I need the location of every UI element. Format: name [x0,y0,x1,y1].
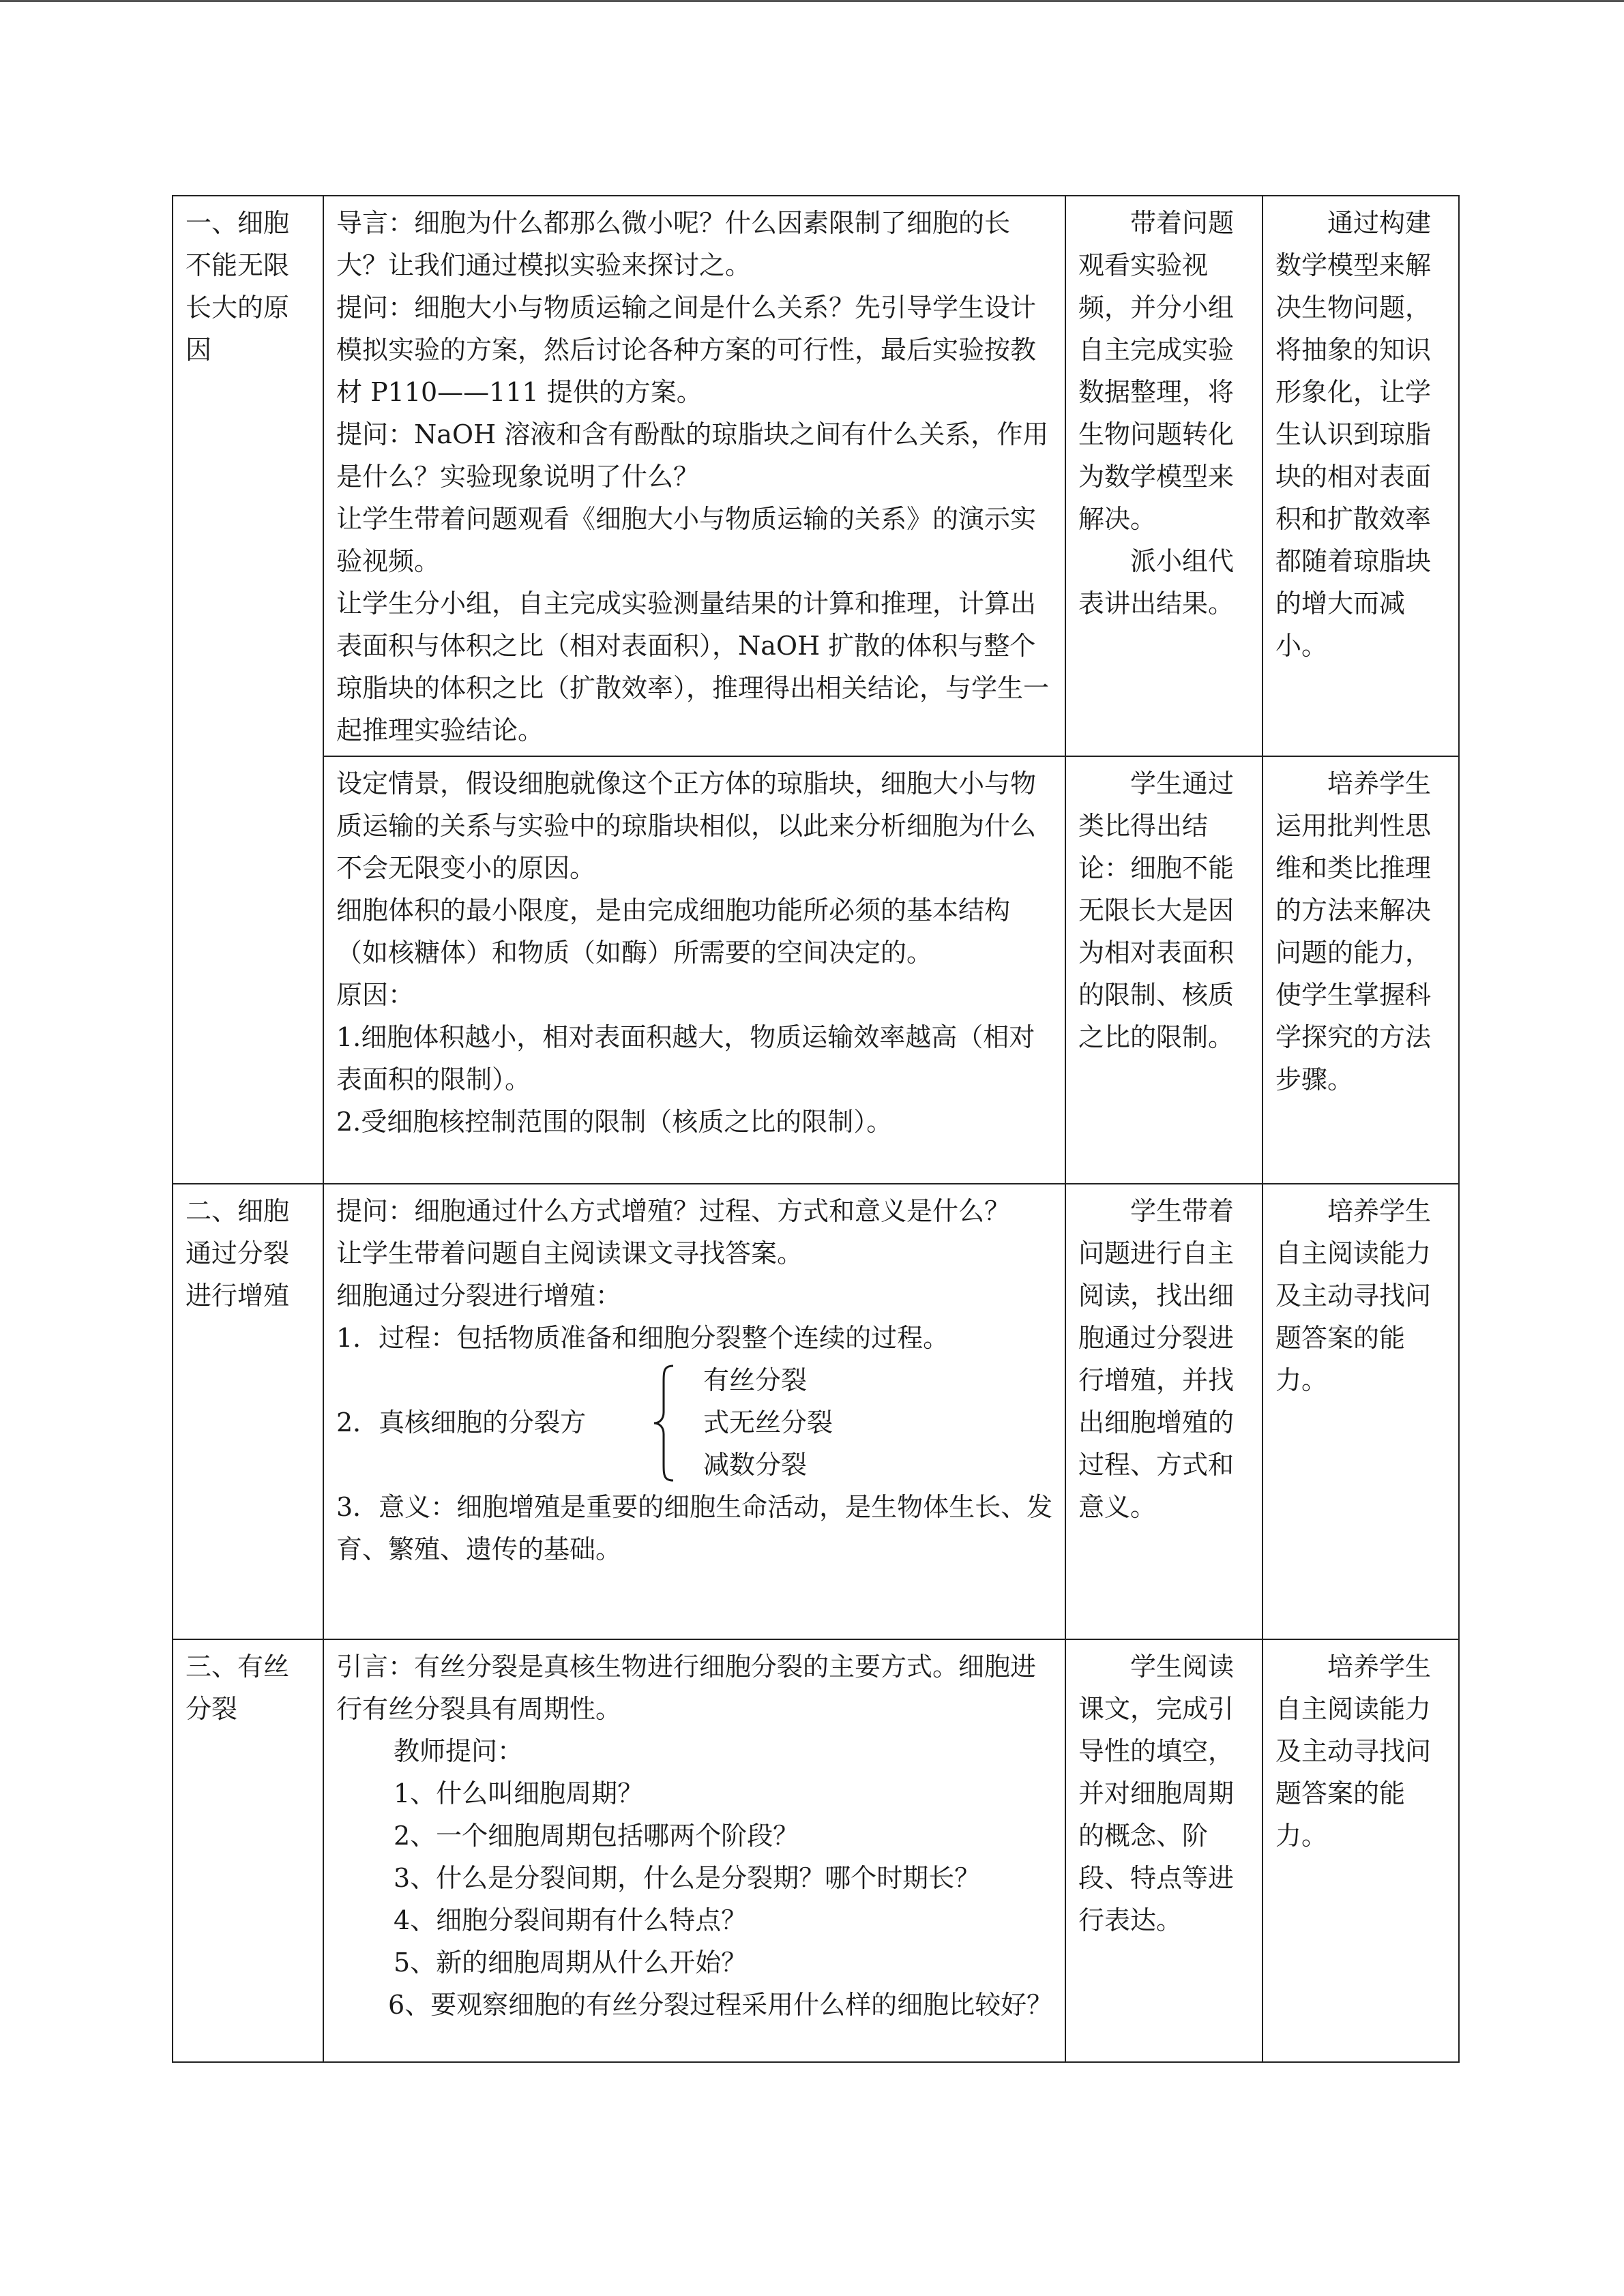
curly-brace-icon [650,1363,677,1483]
table-row [173,1184,1459,1639]
student-activity-cell [1065,1184,1263,1639]
design-purpose-cell [1263,756,1459,1184]
design-purpose-cell [1263,196,1459,756]
design-purpose-cell [1263,1639,1459,2062]
section-title-cell [173,196,323,1184]
page-top-border [0,0,1624,2]
design-purpose-text: 通过构建数学模型来解决生物问题，将抽象的知识形象化，让学生认识到琼脂块的相对表面积和扩散效率都随着琼脂块的增大而减小。 [1275,208,1432,661]
student-activity-text: 带着问题观看实验视频，并分小组自主完成实验数据整理，将生物问题转化为数学模型来解决。 [1078,208,1235,534]
content-paragraph: 提问：细胞大小与物质运输之间是什么关系？先引导学生设计模拟实验的方案，然后讨论各种方案的可行性，最后实验按教材 P110——111 提供的方案。 [336,293,1037,407]
teaching-content-cell [323,196,1065,756]
content-paragraph: 原因： [336,980,415,1010]
section-title: 一、细胞不能无限长大的原因 [186,208,290,365]
content-paragraph: 3．意义：细胞增殖是重要的细胞生命活动，是生物体生长、发育、繁殖、遗传的基础。 [336,1492,1053,1564]
brace-item: 式无丝分裂 [703,1407,833,1437]
content-paragraph: 1．过程：包括物质准备和细胞分裂整个连续的过程。 [336,1323,949,1353]
content-paragraph: 引言：有丝分裂是真核生物进行细胞分裂的主要方式。细胞进行有丝分裂具有周期性。 [336,1652,1037,1724]
teaching-content-cell [323,756,1065,1184]
content-paragraph: 2.受细胞核控制范围的限制（核质之比的限制）。 [336,1107,893,1137]
content-paragraph: 提问：NaOH 溶液和含有酚酞的琼脂块之间有什么关系，作用是什么？实验现象说明了什么？ [336,419,1049,492]
teacher-question: 6、要观察细胞的有丝分裂过程采用什么样的细胞比较好？ [388,1990,1053,2020]
teaching-content-cell [323,1639,1065,2062]
teacher-question: 5、新的细胞周期从什么开始？ [394,1948,748,1978]
student-activity-text: 学生带着问题进行自主阅读，找出细胞通过分裂进行增殖，并找出细胞增殖的过程、方式和意义。 [1078,1196,1235,1522]
teacher-question-label: 教师提问： [394,1736,524,1766]
content-paragraph: 让学生带着问题观看《细胞大小与物质运输的关系》的演示实验视频。 [336,504,1037,576]
teacher-question: 1、什么叫细胞周期？ [394,1778,644,1808]
section-title: 三、有丝分裂 [186,1652,290,1724]
brace-label: 2．真核细胞的分裂方 [336,1407,587,1437]
section-title-cell [173,1639,323,2062]
design-purpose-cell [1263,1184,1459,1639]
content-paragraph: 提问：细胞通过什么方式增殖？过程、方式和意义是什么？ [336,1196,1011,1226]
content-paragraph: 1.细胞体积越小，相对表面积越大，物质运输效率越高（相对表面积的限制）。 [336,1022,1035,1094]
student-activity-text: 学生通过类比得出结论：细胞不能无限长大是因为相对表面积的限制、核质之比的限制。 [1078,769,1235,1052]
section-title-cell [173,1184,323,1639]
design-purpose-text: 培养学生自主阅读能力及主动寻找问题答案的能力。 [1275,1652,1432,1851]
student-activity-cell [1065,756,1263,1184]
table-row [173,756,1459,1184]
teacher-question: 3、什么是分裂间期，什么是分裂期？哪个时期长？ [394,1863,981,1893]
brace-item: 减数分裂 [703,1450,808,1480]
teaching-content-cell [323,1184,1065,1639]
table-row [173,196,1459,756]
teacher-question: 2、一个细胞周期包括哪两个阶段？ [394,1821,799,1851]
teacher-question: 4、细胞分裂间期有什么特点？ [394,1905,748,1935]
brace-items [703,1359,833,1486]
section-title: 二、细胞通过分裂进行增殖 [186,1196,290,1311]
content-paragraph: 设定情景，假设细胞就像这个正方体的琼脂块，细胞大小与物质运输的关系与实验中的琼脂块相似，以此来分析细胞为什么不会无限变小的原因。 [336,769,1037,883]
design-purpose-text: 培养学生运用批判性思维和类比推理的方法来解决问题的能力，使学生掌握科学探究的方法步骤。 [1275,769,1432,1094]
brace-item: 有丝分裂 [703,1365,808,1395]
content-paragraph: 导言：细胞为什么都那么微小呢？什么因素限制了细胞的长大？让我们通过模拟实验来探讨之。 [336,208,1011,280]
division-methods-brace [336,1359,1054,1486]
student-activity-text: 派小组代表讲出结果。 [1078,546,1235,618]
content-paragraph: 让学生带着问题自主阅读课文寻找答案。 [336,1238,803,1268]
table-row [173,1639,1459,2062]
student-activity-cell [1065,196,1263,756]
student-activity-cell [1065,1639,1263,2062]
student-activity-text: 学生阅读课文，完成引导性的填空，并对细胞周期的概念、阶段、特点等进行表达。 [1078,1652,1235,1935]
design-purpose-text: 培养学生自主阅读能力及主动寻找问题答案的能力。 [1275,1196,1432,1395]
content-paragraph: 细胞通过分裂进行增殖： [336,1281,622,1311]
content-paragraph: 细胞体积的最小限度，是由完成细胞功能所必须的基本结构（如核糖体）和物质（如酶）所需要的空间决定的。 [336,895,1011,968]
content-paragraph: 让学生分小组，自主完成实验测量结果的计算和推理，计算出表面积与体积之比（相对表面积），NaOH 扩散的体积与整个琼脂块的体积之比（扩散效率），推理得出相关结论，与学生一起推理实验结论。 [336,588,1050,745]
lesson-plan-table [172,195,1460,2063]
